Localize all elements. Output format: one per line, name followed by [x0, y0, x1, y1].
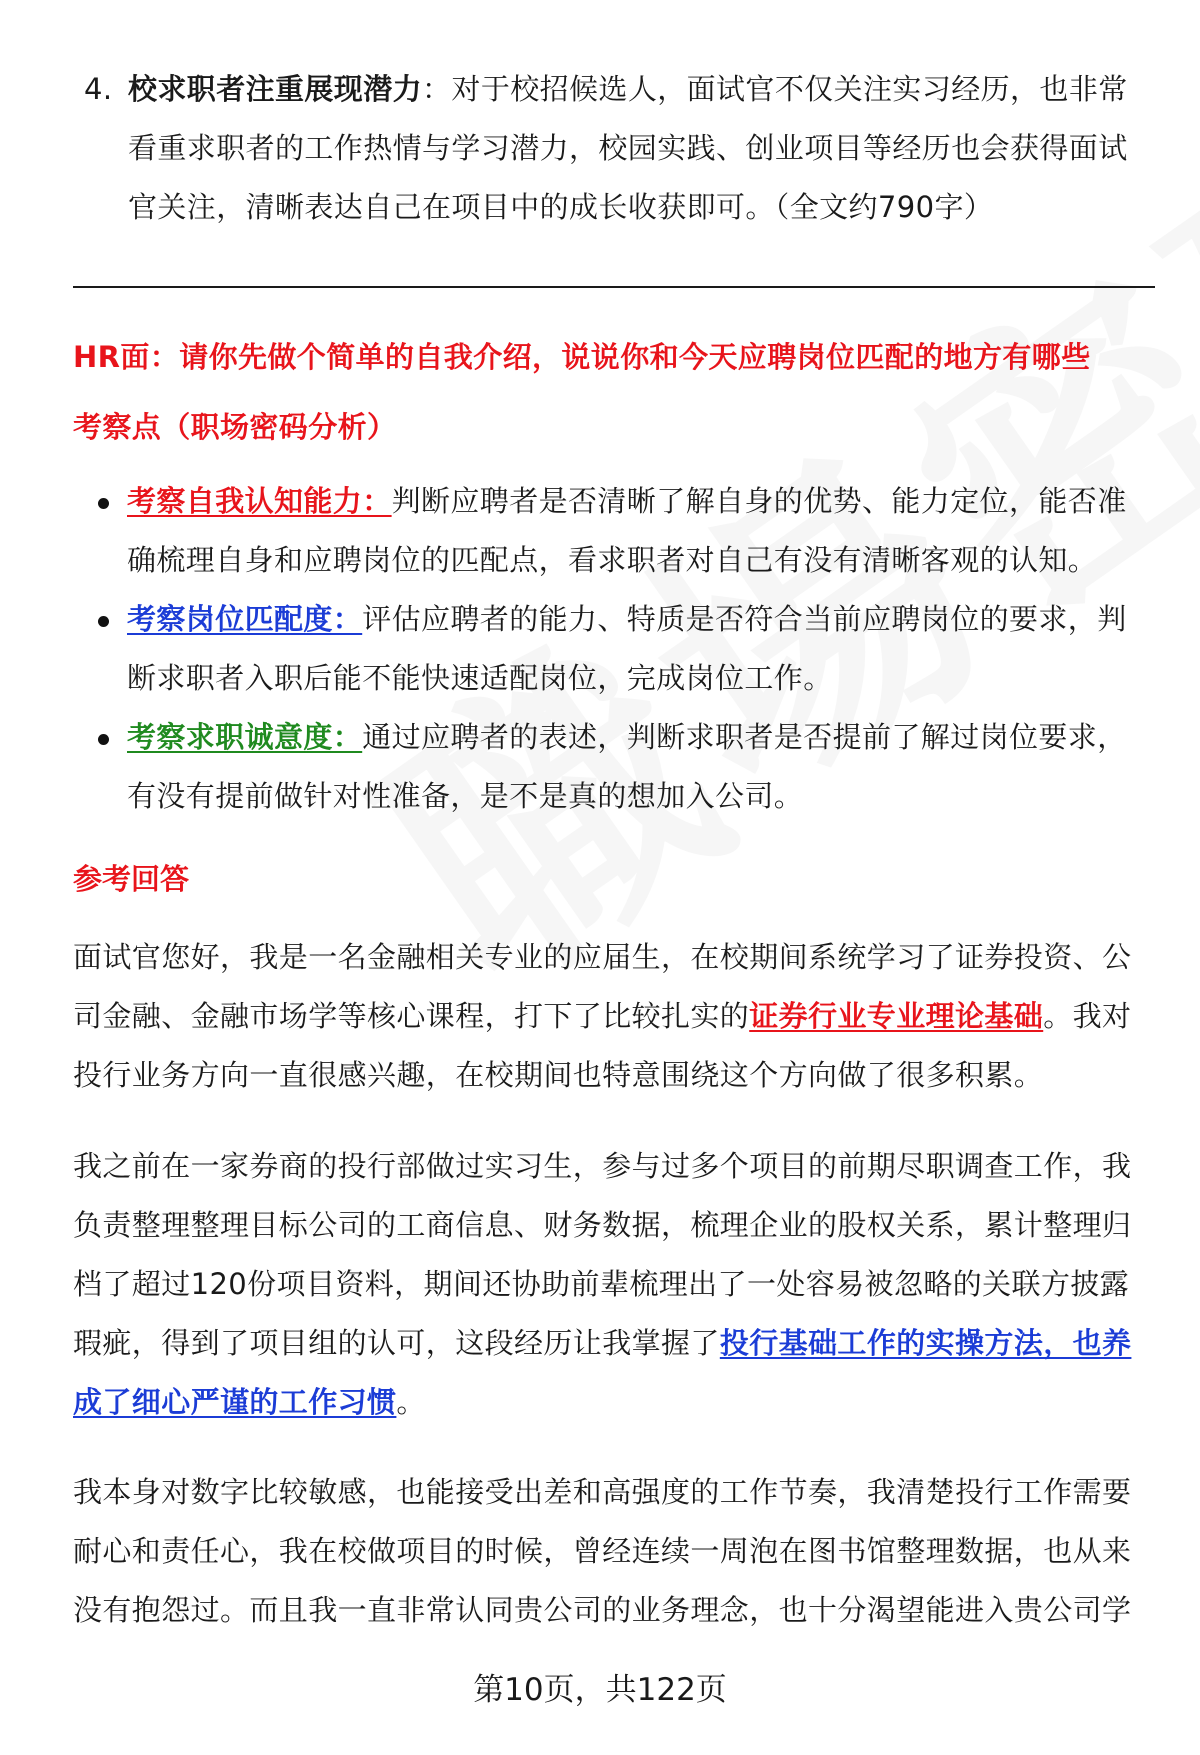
list-item — [73, 708, 1155, 826]
analysis-heading: 考察点（职场密码分析） — [73, 410, 397, 444]
highlight-red: 证券行业专业理论基础 — [749, 999, 1044, 1033]
analysis-list — [73, 472, 1155, 826]
paragraph-text: 。我对投行业务方向一直很感兴趣，在校期间也特意围绕这个方向做了很多积累。 — [73, 999, 1132, 1092]
bullet-label: 考察自我认知能力： — [127, 484, 392, 518]
list-item — [73, 472, 1155, 590]
page-footer: 第10页，共122页 — [473, 1672, 727, 1708]
bullet-text: 评估应聘者的能力、特质是否符合当前应聘岗位的要求，判断求职者入职后能不能快速适配岗位，完成岗位工作。 — [127, 602, 1127, 695]
reference-answer-heading: 参考回答 — [73, 862, 190, 896]
answer-paragraph-1 — [73, 928, 1155, 1105]
item-number: 4. — [84, 72, 113, 106]
item-content — [128, 60, 1144, 237]
question-text: HR面：请你先做个简单的自我介绍，说说你和今天应聘岗位匹配的地方有哪些 — [73, 340, 1091, 374]
paragraph-text: 。 — [396, 1385, 426, 1419]
bullet-label: 考察求职诚意度： — [127, 720, 363, 754]
bullet-dot — [98, 498, 109, 509]
bullet-text: 通过应聘者的表述，判断求职者是否提前了解过岗位要求，有没有提前做针对性准备，是不是真的想加入公司。 — [127, 720, 1127, 813]
highlight-blue: 投行基础工作的实操方法，也养成了细心严谨的工作习惯 — [73, 1326, 1132, 1419]
question-heading — [73, 322, 1153, 462]
bullet-dot — [98, 734, 109, 745]
bullet-label: 考察岗位匹配度： — [127, 602, 363, 636]
item-title: 校求职者注重展现潜力 — [128, 72, 423, 106]
bullet-text: 判断应聘者是否清晰了解自身的优势、能力定位，能否准确梳理自身和应聘岗位的匹配点，看求职者对自己有没有清晰客观的认知。 — [127, 484, 1127, 577]
answer-paragraph-3: 我本身对数字比较敏感，也能接受出差和高强度的工作节奏，我清楚投行工作需要耐心和责任心，我在校做项目的时候，曾经连续一周泡在图书馆整理数据，也从来没有抱怨过。而且我一直非常认同贵公司的业务理念，也十分渴望能进入贵公司学 — [73, 1475, 1132, 1627]
numbered-item-4 — [84, 60, 1144, 237]
paragraph-text: 我之前在一家券商的投行部做过实习生，参与过多个项目的前期尽职调查工作，我负责整理整理目标公司的工商信息、财务数据，梳理企业的股权关系，累计整理归档了超过120份项目资料，期间还协助前辈梳理出了一处容易被忽略的关联方披露瑕疵，得到了项目组的认可，这段经历让我掌握了 — [73, 1149, 1132, 1360]
bullet-dot — [98, 616, 109, 627]
item-text: ：对于校招候选人，面试官不仅关注实习经历，也非常看重求职者的工作热情与学习潜力，校园实践、创业项目等经历也会获得面试官关注，清晰表达自己在项目中的成长收获即可。（全文约790字） — [128, 72, 1128, 224]
paragraph-text: 面试官您好，我是一名金融相关专业的应届生，在校期间系统学习了证券投资、公司金融、金融市场学等核心课程，打下了比较扎实的 — [73, 940, 1132, 1033]
section-divider — [73, 286, 1155, 288]
list-item — [73, 590, 1155, 708]
answer-paragraph-2 — [73, 1137, 1155, 1432]
